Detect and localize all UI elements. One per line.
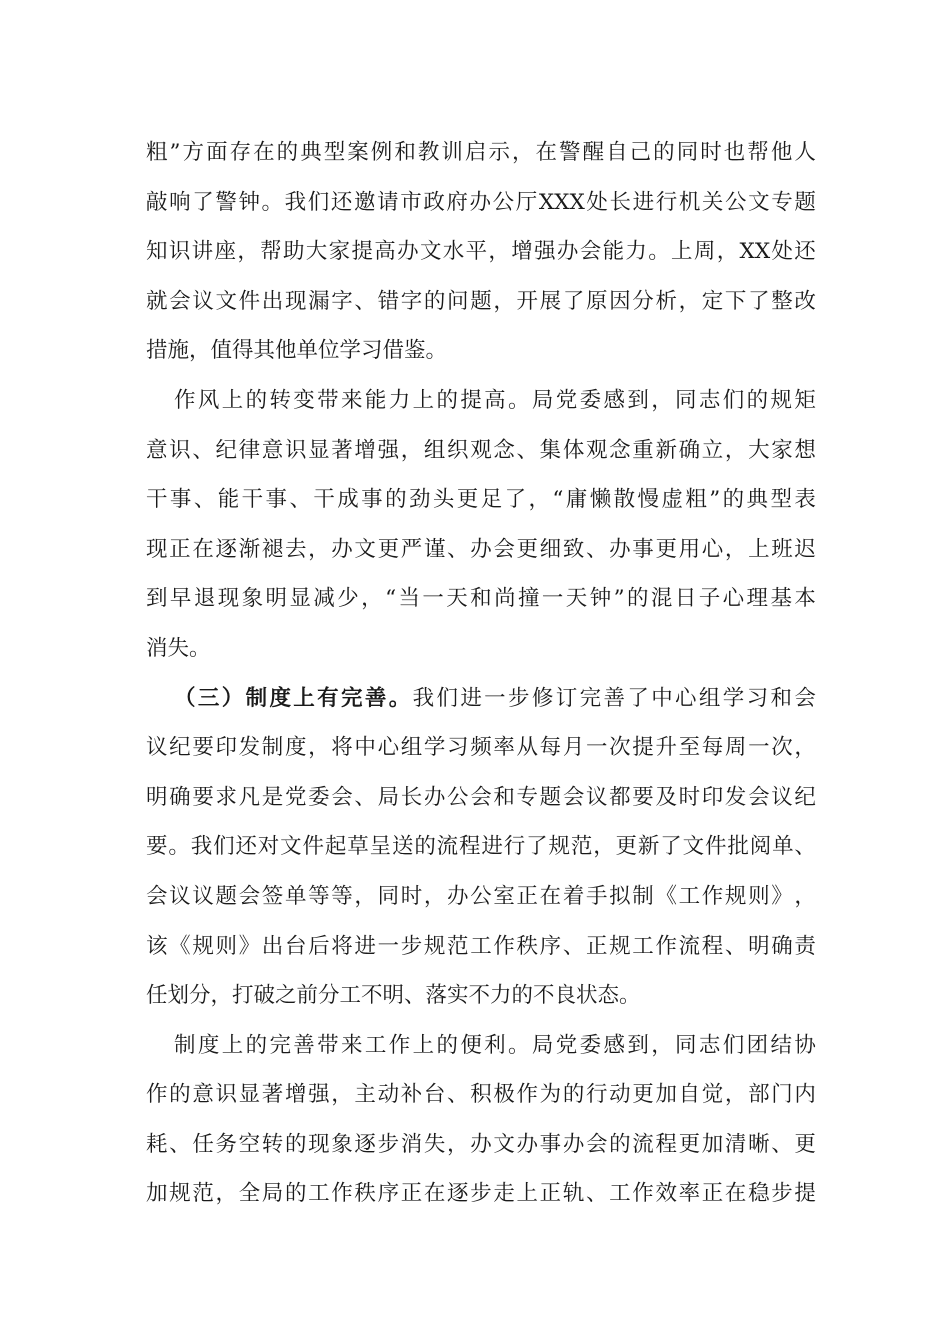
text-line: 干 事 、 能 干 事 、 干 成 事 的 劲 头 更 足 了 ， “ 庸 懒 散 慢 虚 粗 ” 的 典 型 表 <box>146 487 816 513</box>
text-line: 作 风 上 的 转 变 带 来 能 力 上 的 提 高 。 局 党 委 感 到 ， 同 志 们 的 规 矩 <box>174 387 816 413</box>
text-line: 任划分，打破之前分工不明、落实不力的不良状态。 <box>146 983 641 1009</box>
text-line: 会 议 议 题 会 签 单 等 等 ， 同 时 ， 办 公 室 正 在 着 手 拟 制 《 工 作 规 则 》 ， <box>146 883 816 909</box>
text-line: 明 确 要 求 凡 是 党 委 会 、 局 长 办 公 会 和 专 题 会 议 都 要 及 时 印 发 会 议 纪 <box>146 784 816 810</box>
text-line: 意 识 、 纪 律 意 识 显 著 增 强 ， 组 织 观 念 、 集 体 观 念 重 新 确 立 ， 大 家 想 <box>146 437 816 463</box>
text-line: 制 度 上 的 完 善 带 来 工 作 上 的 便 利 。 局 党 委 感 到 ， 同 志 们 团 结 协 <box>174 1032 816 1058</box>
text-line: 加 规 范 ， 全 局 的 工 作 秩 序 正 在 逐 步 走 上 正 轨 、 工 作 效 率 正 在 稳 步 提 <box>146 1181 816 1207</box>
text-line: 该 《 规 则 》 出 台 后 将 进 一 步 规 范 工 作 秩 序 、 正 规 工 作 流 程 、 明 确 责 <box>146 933 816 959</box>
text-line: 消失。 <box>146 635 211 661</box>
text-line: 耗 、 任 务 空 转 的 现 象 逐 步 消 失 ， 办 文 办 事 办 会 的 流 程 更 加 清 晰 、 更 <box>146 1131 816 1157</box>
text-line: 就 会 议 文 件 出 现 漏 字 、 错 字 的 问 题 ， 开 展 了 原 因 分 析 ， 定 下 了 整 改 <box>146 288 816 314</box>
text-line: 到 早 退 现 象 明 显 减 少 ， “ 当 一 天 和 尚 撞 一 天 钟 ” 的 混 日 子 心 理 基 本 <box>146 586 816 612</box>
text-line: 议 纪 要 印 发 制 度 ， 将 中 心 组 学 习 频 率 从 每 月 一 次 提 升 至 每 周 一 次 ， <box>146 735 816 761</box>
text-line: 作 的 意 识 显 著 增 强 ， 主 动 补 台 、 积 极 作 为 的 行 动 更 加 自 觉 ， 部 门 内 <box>146 1082 816 1108</box>
text-line: （ 三 ） 制 度 上 有 完 善 。 我 们 进 一 步 修 订 完 善 了 中 心 组 学 习 和 会 <box>174 685 816 711</box>
text-line: 知 识 讲 座 ， 帮 助 大 家 提 高 办 文 水 平 ， 增 强 办 会 能 力 。 上 周 ， XX 处 还 <box>146 239 816 265</box>
text-line: 措施，值得其他单位学习借鉴。 <box>146 338 448 364</box>
text-line: 要 。 我 们 还 对 文 件 起 草 呈 送 的 流 程 进 行 了 规 范 ， 更 新 了 文 件 批 阅 单 、 <box>146 834 816 860</box>
text-line: 粗 ” 方 面 存 在 的 典 型 案 例 和 教 训 启 示 ， 在 警 醒 自 己 的 同 时 也 帮 他 人 <box>146 140 816 165</box>
document-body-text <box>146 128 816 1219</box>
text-line: 敲 响 了 警 钟 。 我 们 还 邀 请 市 政 府 办 公 厅 XXX 处 长 进 行 机 关 公 文 专 题 <box>146 189 816 215</box>
text-line: 现 正 在 逐 渐 褪 去 ， 办 文 更 严 谨 、 办 会 更 细 致 、 办 事 更 用 心 ， 上 班 迟 <box>146 536 816 562</box>
